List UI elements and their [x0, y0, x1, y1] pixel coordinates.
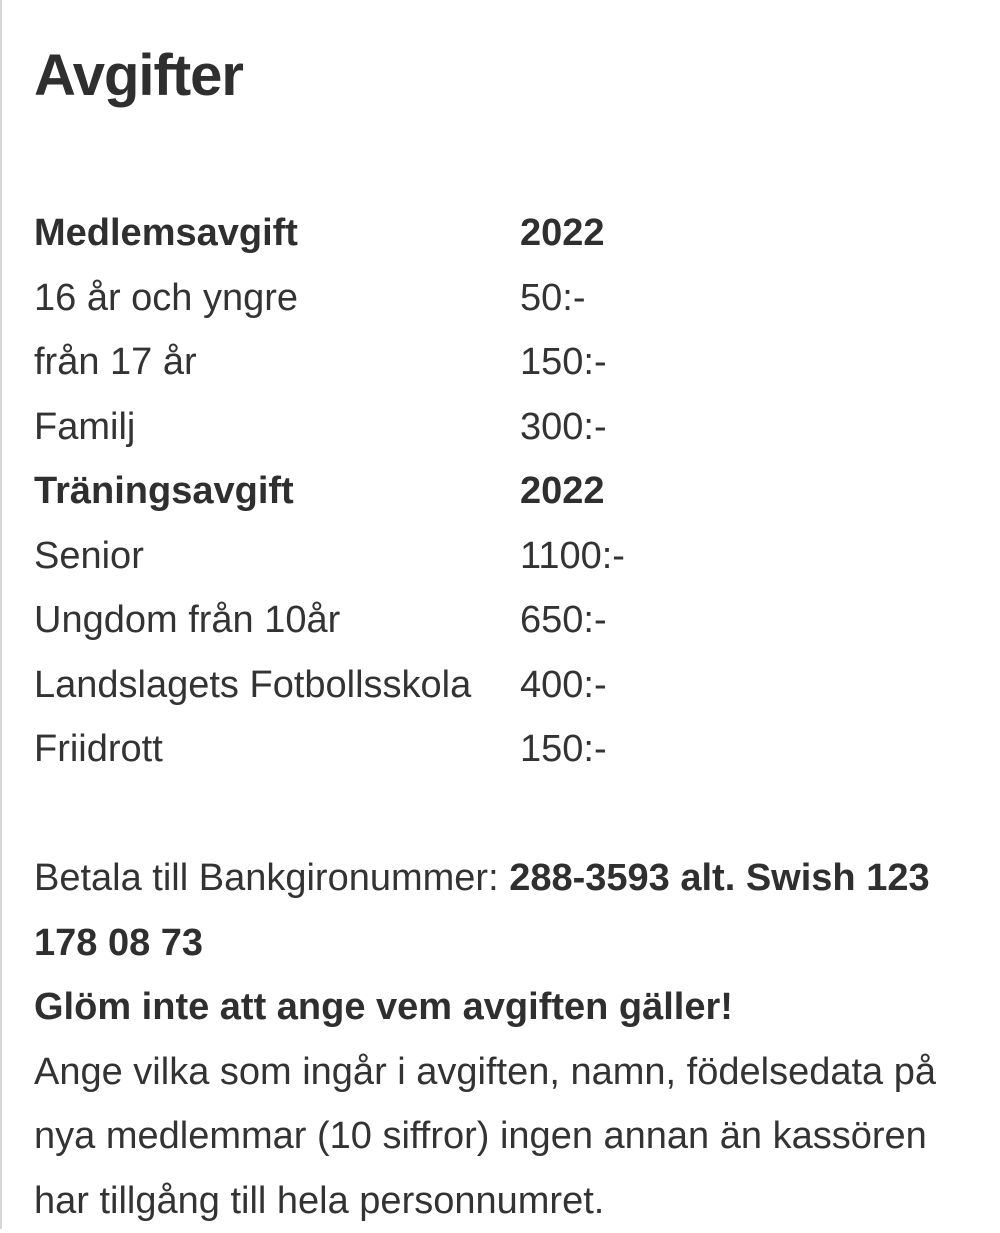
- fee-year: 2022: [520, 459, 625, 524]
- fee-label: Senior: [34, 524, 520, 589]
- fee-row: [34, 395, 625, 460]
- fee-amount: 1100:-: [520, 524, 625, 589]
- fee-row: [34, 588, 625, 653]
- fee-amount: 400:-: [520, 653, 625, 718]
- payment-info: [34, 846, 984, 1233]
- fee-label: Träningsavgift: [34, 459, 520, 524]
- payment-reminder: [34, 975, 984, 1040]
- fee-amount: 650:-: [520, 588, 625, 653]
- fee-section-heading-training: [34, 459, 625, 524]
- fee-label: 16 år och yngre: [34, 266, 520, 331]
- fee-amount: 300:-: [520, 395, 625, 460]
- fee-label: Familj: [34, 395, 520, 460]
- fees-table: [34, 201, 625, 782]
- fee-amount: 50:-: [520, 266, 625, 331]
- fee-row: [34, 653, 625, 718]
- payment-reminder-text: Glöm inte att ange vem avgiften gäller!: [34, 986, 733, 1028]
- fee-amount: 150:-: [520, 330, 625, 395]
- fee-label: Ungdom från 10år: [34, 588, 520, 653]
- page-left-border: [0, 0, 2, 1229]
- fee-row: [34, 330, 625, 395]
- fee-year: 2022: [520, 201, 625, 266]
- fee-label: Landslagets Fotbollsskola: [34, 653, 520, 718]
- page-title: Avgifter: [34, 38, 243, 114]
- payment-account-numbers: 288-3593 alt. Swish 123 178 08 73: [34, 857, 930, 964]
- fee-row: [34, 717, 625, 782]
- payment-instructions: Ange vilka som ingår i avgiften, namn, födelsedata på nya medlemmar (10 siffror) ingen annan än kassören har tillgång till hela personnumret.: [34, 1040, 984, 1233]
- fee-section-heading-membership: [34, 201, 625, 266]
- fee-amount: 150:-: [520, 717, 625, 782]
- fee-row: [34, 524, 625, 589]
- payment-intro: Betala till Bankgironummer:: [34, 857, 509, 899]
- payment-details: [34, 846, 984, 975]
- fee-row: [34, 266, 625, 331]
- fee-label: Friidrott: [34, 717, 520, 782]
- fee-label: från 17 år: [34, 330, 520, 395]
- fee-label: Medlemsavgift: [34, 201, 520, 266]
